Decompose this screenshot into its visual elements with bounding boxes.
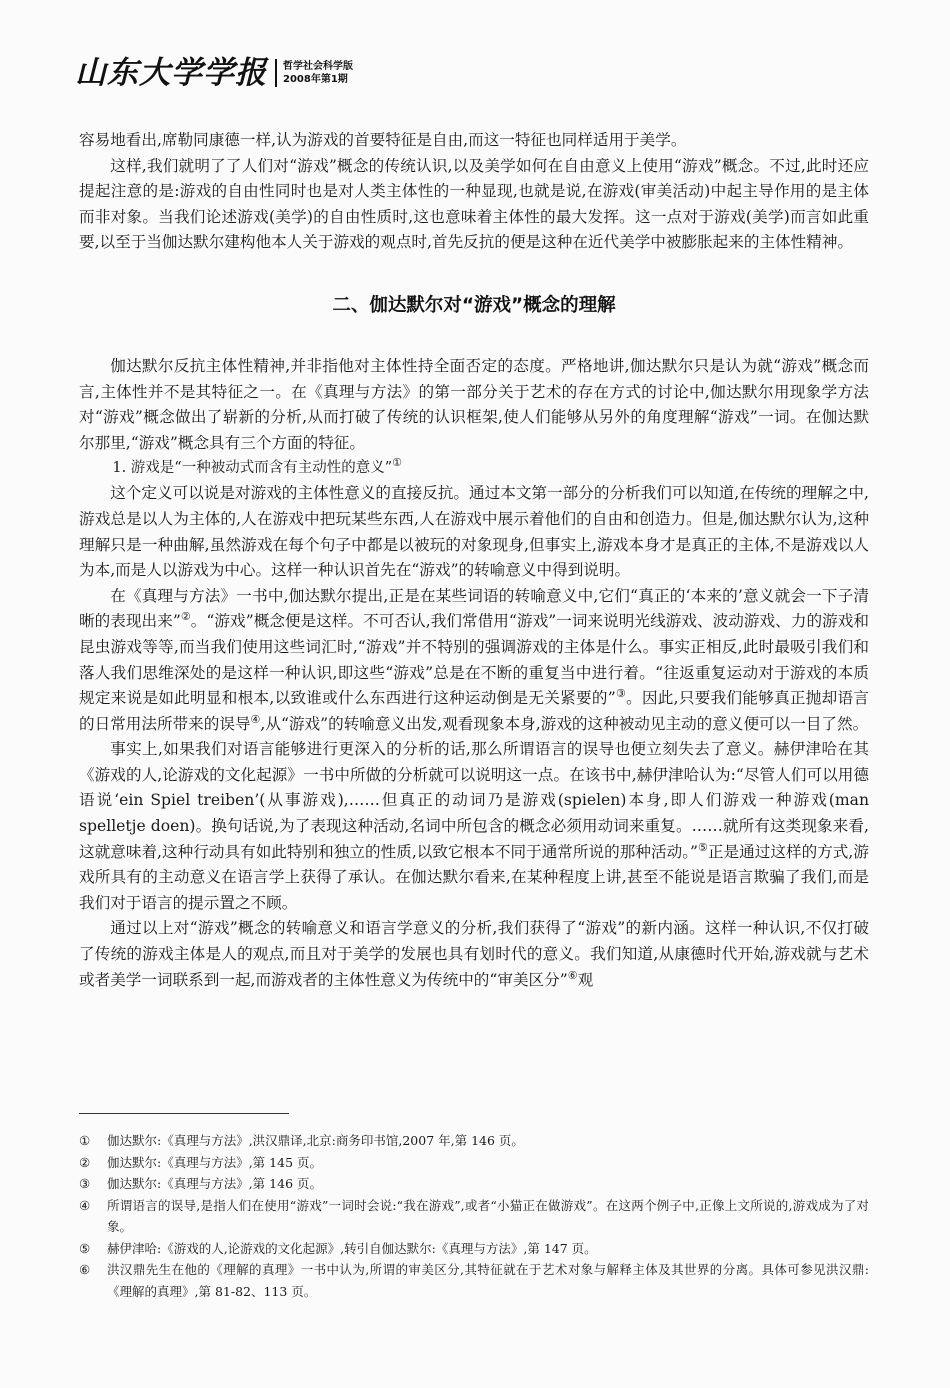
footnote-item [79, 1130, 869, 1152]
footnote-item [79, 1195, 869, 1238]
text-run: 通过以上对“游戏”概念的转喻意义和语言学意义的分析,我们获得了“游戏”的新内涵。这样一种认识,不仅打破了传统的游戏主体是人的观点,而且对于美学的发展也具有划时代的意义。我们知道,从康德时代开始,游戏就与艺术或者美学一词联系到一起,而游戏者的主体性意义为传统中的“审美区分” [79, 919, 869, 989]
journal-header [75, 56, 353, 90]
journal-name: 山东大学学报 [75, 55, 267, 91]
footnote-ref-3[interactable]: ③ [615, 686, 627, 700]
footnote-ref-5[interactable]: ⑤ [698, 840, 708, 854]
paragraph-metaphor [79, 584, 869, 738]
footnote-mark: ① [79, 1133, 91, 1148]
footnote-mark: ⑤ [79, 1240, 91, 1256]
text-run: 事实上,如果我们对语言能够进行更深入的分析的话,那么所谓语言的误导也便立刻失去了意义。赫伊津哈在其《游戏的人,论游戏的文化起源》一书中所做的分析就可以说明这一点。在该书中,赫伊津哈认为:“尽管人们可以用德语说‘ein Spiel treiben’(从事游戏),……但真正的动词乃是游戏(spielen)本身,即人们游戏一种游戏(man spelletje doen)。换句话说,为了表现这种活动,名词中所包含的概念必须用动词来重复。……就所有这类现象来看,这就意味着,这种行动具有如此特别和独立的性质,以致它根本不同于通常所说的那种活动。” [79, 740, 869, 861]
footnotes [79, 1130, 869, 1302]
journal-meta [283, 60, 353, 86]
paragraph-traditional-view: 这样,我们就明了了人们对“游戏”概念的传统认识,以及美学如何在自由意义上使用“游戏”概念。不过,此时还应提起注意的是:游戏的自由性同时也是对人类主体性的一种显现,也就是说,在游戏(审美活动)中起主导作用的是主体而非对象。当我们论述游戏(美学)的自由性质时,这也意味着主体性的最大发挥。这一点对于游戏(美学)而言如此重要,以至于当伽达默尔建构他本人关于游戏的观点时,首先反抗的便是这种在近代美学中被膨胀起来的主体性精神。 [79, 156, 869, 252]
text-run: 正是通过这样的方式,游戏所具有的主动意义在语言学上获得了承认。在伽达默尔看来,在某种程度上讲,甚至不能说是语言欺骗了我们,而是我们对于语言的提示置之不顾。 [79, 842, 869, 912]
journal-edition: 哲学社会科学版 [283, 61, 353, 72]
footnote-mark: ④ [79, 1197, 91, 1213]
footnote-text: 伽达默尔:《真理与方法》,洪汉鼎译,北京:商务印书馆,2007 年,第 146 页。 [107, 1133, 524, 1148]
text-run: 观 [577, 970, 594, 989]
article-body [79, 128, 869, 993]
paragraph-section-intro: 伽达默尔反抗主体性精神,并非指他对主体性持全面否定的态度。严格地讲,伽达默尔只是认为就“游戏”概念而言,主体性并不是其特征之一。在《真理与方法》的第一部分关于艺术的存在方式的讨论中,伽达默尔用现象学方法对“游戏”概念做出了崭新的分析,从而打破了传统的认识框架,使人们能够从另外的角度理解“游戏”一词。在伽达默尔那里,“游戏”概念具有三个方面的特征。 [79, 356, 869, 452]
footnote-mark: ⑥ [79, 1262, 91, 1277]
footnote-item [79, 1238, 869, 1260]
text-run: 。因此,只要我们能够真正抛却语言的日常用法所带来的误导 [79, 689, 869, 733]
paragraph-definition: 这个定义可以说是对游戏的主体性意义的直接反抗。通过本文第一部分的分析我们可以知道,在传统的理解之中,游戏总是以人为主体的,人在游戏中把玩某些东西,人在游戏中展示着他们的自由和创造力。但是,伽达默尔认为,这种理解只是一种曲解,虽然游戏在每个句子中都是以被玩的对象现身,但事实上,游戏本身才是真正的主体,不是游戏以人为本,而是人以游戏为中心。这样一种认识首先在“游戏”的转喻意义中得到说明。 [79, 484, 869, 580]
header-divider [275, 59, 277, 87]
text-run: 。“游戏”概念便是这样。不可否认,我们常借用“游戏”一词来说明光线游戏、波动游戏、力的游戏和昆虫游戏等等,而当我们使用这些词汇时,“游戏”并不特别的强调游戏的主体是什么。事实正相反,此时最吸引我们和落人我们思维深处的是这样一种认识,即这些“游戏”总是在不断的重复当中进行着。“往返重复运动对于游戏的本质规定来说是如此明显和根本,以致谁或什么东西进行这种运动倒是无关紧要的” [79, 612, 869, 708]
footnote-text: 所谓语言的误导,是指人们在使用“游戏”一词时会说:“我在游戏”,或者“小猫正在做游戏”。在这两个例子中,正像上文所说的,游戏成为了对象。 [107, 1197, 869, 1234]
footnote-text: 伽达默尔:《真理与方法》,第 146 页。 [107, 1176, 322, 1191]
subheading [79, 456, 869, 481]
footnote-text: 伽达默尔:《真理与方法》,第 145 页。 [107, 1154, 322, 1170]
paragraph-continuation: 容易地看出,席勒同康德一样,认为游戏的首要特征是自由,而这一特征也同样适用于美学。 [79, 131, 687, 149]
paragraph-new-meaning [79, 916, 869, 993]
paragraph-huizinga [79, 737, 869, 916]
footnote-ref-2[interactable]: ② [180, 610, 191, 624]
footnote-ref-4[interactable]: ④ [250, 712, 261, 726]
footnote-divider [79, 1113, 289, 1114]
subheading-text: 1. 游戏是“一种被动式而含有主动性的意义” [112, 460, 393, 477]
footnote-mark: ② [79, 1154, 91, 1170]
footnote-ref-6[interactable]: ⑥ [567, 968, 578, 982]
footnote-item [79, 1259, 869, 1302]
section-heading: 二、伽达默尔对“游戏”概念的理解 [332, 294, 616, 316]
text-run: ,从“游戏”的转喻意义出发,观看现象本身,游戏的这种被动见主动的意义便可以一目了然。 [260, 714, 869, 733]
footnote-ref-1[interactable]: ① [392, 456, 402, 470]
journal-issue: 2008年第1期 [283, 74, 348, 85]
footnote-mark: ③ [79, 1176, 91, 1191]
text-run: 在《真理与方法》一书中,伽达默尔提出,正是在某些词语的转喻意义中,它们“真正的‘本来的’意义就会一下子清晰的表现出来” [79, 586, 869, 631]
footnote-item [79, 1173, 869, 1195]
footnote-text: 赫伊津哈:《游戏的人,论游戏的文化起源》,转引自伽达默尔:《真理与方法》,第 147 页。 [107, 1240, 597, 1256]
footnote-item [79, 1152, 869, 1174]
footnote-text: 洪汉鼎先生在他的《理解的真理》一书中认为,所谓的审美区分,其特征就在于艺术对象与解释主体及其世界的分离。具体可参见洪汉鼎:《理解的真理》,第 81-82、113 页。 [107, 1262, 869, 1299]
